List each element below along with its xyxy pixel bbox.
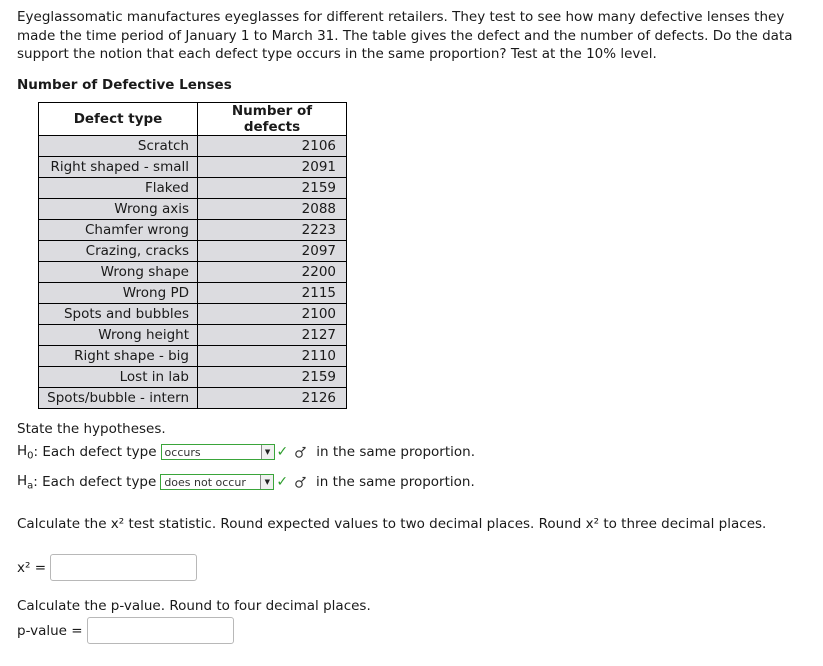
defect-type-cell: Lost in lab xyxy=(39,367,198,388)
table-row xyxy=(39,325,347,346)
defect-count-cell: 2159 xyxy=(198,367,347,388)
ha-suffix: in the same proportion. xyxy=(316,474,475,490)
table-row xyxy=(39,157,347,178)
defect-count-cell: 2126 xyxy=(198,388,347,409)
chi-square-row xyxy=(17,554,197,581)
defect-type-cell: Wrong height xyxy=(39,325,198,346)
table-caption: Number of Defective Lenses xyxy=(17,77,232,93)
table-row xyxy=(39,199,347,220)
ha-symbol: $H_a$ xyxy=(17,472,34,492)
table-row xyxy=(39,220,347,241)
defect-count-cell: 2200 xyxy=(198,262,347,283)
header-number-of-defects: Number of defects xyxy=(198,103,347,136)
table-row xyxy=(39,367,347,388)
defect-type-cell: Crazing, cracks xyxy=(39,241,198,262)
table-row xyxy=(39,388,347,409)
table-row xyxy=(39,241,347,262)
defect-count-cell: 2100 xyxy=(198,304,347,325)
defect-type-cell: Chamfer wrong xyxy=(39,220,198,241)
hint-icon[interactable] xyxy=(294,445,308,459)
ha-dropdown[interactable] xyxy=(160,474,274,490)
table-row xyxy=(39,346,347,367)
alternative-hypothesis-row xyxy=(17,471,475,493)
h0-suffix: in the same proportion. xyxy=(316,444,475,460)
table-row xyxy=(39,283,347,304)
h0-symbol: $H_0$ xyxy=(17,442,34,462)
defect-count-cell: 2159 xyxy=(198,178,347,199)
ha-text: : Each defect type xyxy=(33,474,157,490)
hypotheses-title: State the hypotheses. xyxy=(17,421,166,437)
table-header-row xyxy=(39,103,347,136)
header-defect-type: Defect type xyxy=(39,103,198,136)
null-hypothesis-row xyxy=(17,441,475,463)
chi-square-label: x² = xyxy=(17,559,47,576)
p-value-label: p-value = xyxy=(17,622,83,639)
ha-dropdown-value: does not occur xyxy=(164,475,246,489)
defect-count-cell: 2106 xyxy=(198,136,347,157)
defect-count-cell: 2110 xyxy=(198,346,347,367)
chevron-down-icon[interactable]: ▼ xyxy=(261,445,274,459)
chi-square-instruction: Calculate the x² test statistic. Round expected values to two decimal places. Round x² to three decimal places. xyxy=(17,516,767,532)
defect-type-cell: Right shaped - small xyxy=(39,157,198,178)
h0-dropdown[interactable] xyxy=(161,444,275,460)
checkmark-icon: ✓ xyxy=(276,444,289,460)
chi-square-input[interactable] xyxy=(50,554,197,581)
h0-text: : Each defect type xyxy=(33,444,157,460)
hint-icon[interactable] xyxy=(294,475,308,489)
defect-count-cell: 2091 xyxy=(198,157,347,178)
defect-type-cell: Wrong axis xyxy=(39,199,198,220)
p-value-instruction: Calculate the p-value. Round to four decimal places. xyxy=(17,598,371,614)
defect-count-cell: 2127 xyxy=(198,325,347,346)
table-row xyxy=(39,136,347,157)
defect-count-cell: 2223 xyxy=(198,220,347,241)
defect-type-cell: Scratch xyxy=(39,136,198,157)
defect-type-cell: Flaked xyxy=(39,178,198,199)
defect-type-cell: Spots and bubbles xyxy=(39,304,198,325)
checkmark-icon: ✓ xyxy=(276,474,289,490)
problem-statement: Eyeglassomatic manufactures eyeglasses for different retailers. They test to see how many defective lenses they made the time period of January 1 to March 31. The table gives the defect and the number of defects. Do the data support the notion that each defect type occurs in the same proportion? Test at the 10% level. xyxy=(17,9,793,62)
table-row xyxy=(39,304,347,325)
defect-type-cell: Wrong shape xyxy=(39,262,198,283)
defects-table xyxy=(38,102,347,409)
table-row xyxy=(39,178,347,199)
table-row xyxy=(39,262,347,283)
defect-type-cell: Wrong PD xyxy=(39,283,198,304)
defect-count-cell: 2115 xyxy=(198,283,347,304)
defect-count-cell: 2088 xyxy=(198,199,347,220)
p-value-row xyxy=(17,617,234,644)
defect-type-cell: Right shape - big xyxy=(39,346,198,367)
defect-count-cell: 2097 xyxy=(198,241,347,262)
p-value-input[interactable] xyxy=(87,617,234,644)
defect-type-cell: Spots/bubble - intern xyxy=(39,388,198,409)
chevron-down-icon[interactable]: ▼ xyxy=(260,475,273,489)
h0-dropdown-value: occurs xyxy=(164,445,201,459)
